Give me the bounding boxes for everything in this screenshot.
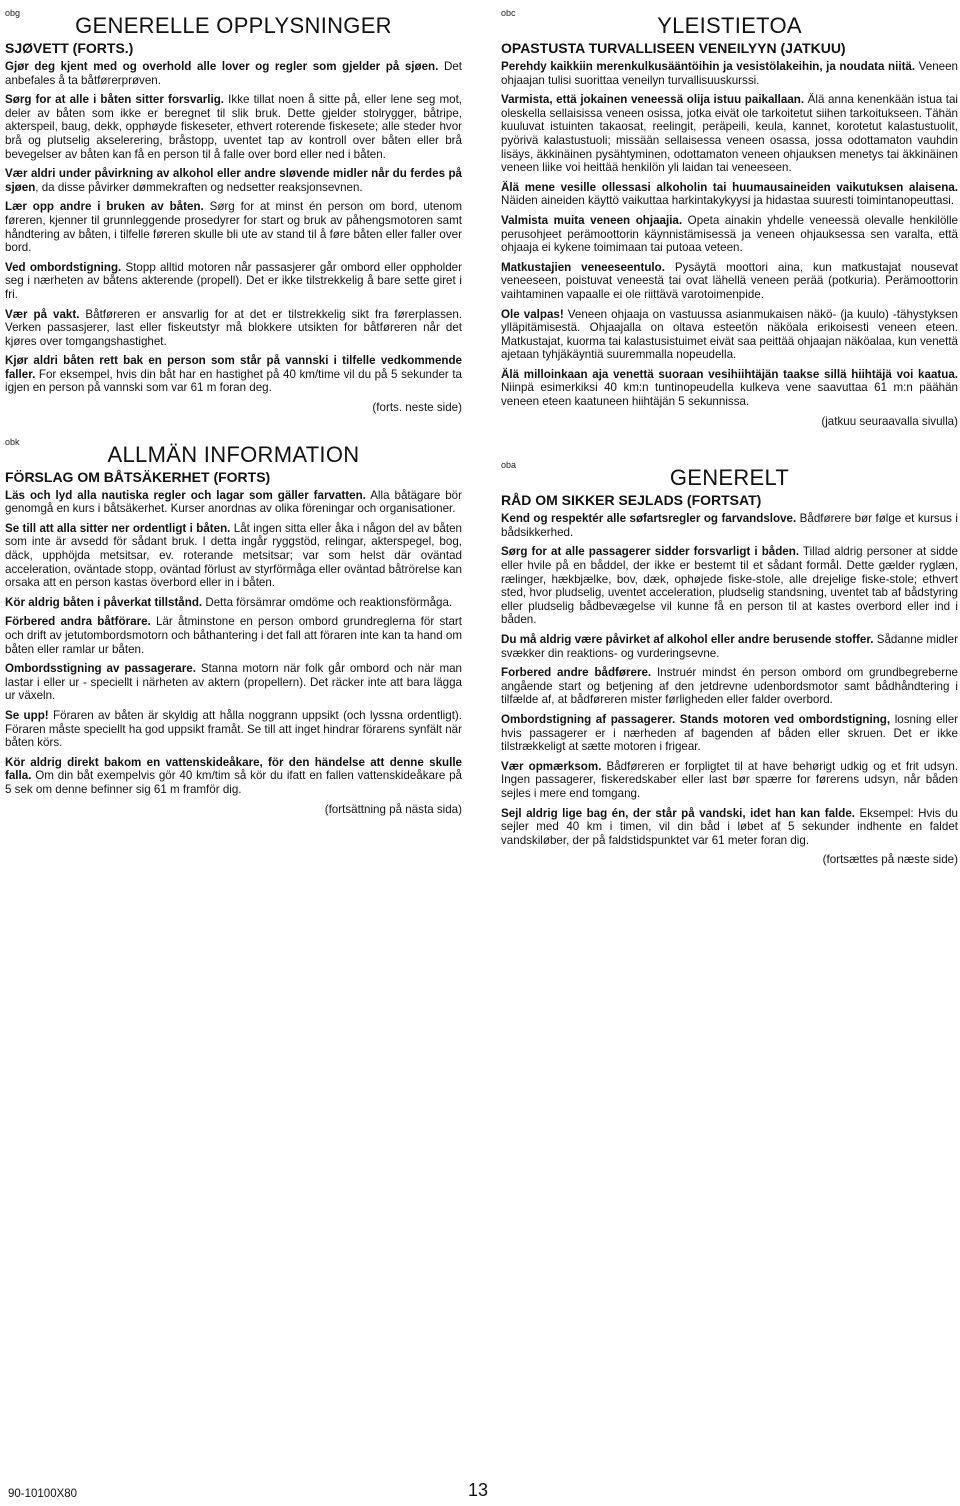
section-subtitle: FÖRSLAG OM BÅTSÄKERHET (FORTS) xyxy=(5,468,271,485)
paragraph: Valmista muita veneen ohjaajia. Opeta ainakin yhdelle veneessä olevalle henkilölle perusohjeet perämoottorin käynnistämisessä ja veneen ohjauksessa sen varalta, että ohjaaja ei kykene toimimaan tai putoaa veteen. xyxy=(501,213,958,255)
paragraph: Älä milloinkaan aja venettä suoraan vesihiihtäjän taakse sillä hiihtäjä voi kaatua. Niinpä esimerkiksi 40 km:n tuntinopeudella kulkeva vene saavuttaa 61 m:n päähän veneen eteen kaatuneen hiihtäjän 5 sekunnissa. xyxy=(501,367,958,409)
right-column xyxy=(501,8,958,867)
paragraph: Lær opp andre i bruken av båten. Sørg for at minst én person om bord, utenom føreren, kjenner til grunnleggende prosedyrer for start og bruk av påhengsmotoren samt håndtering av båten, i tilfelle føreren skulle bli ute av stand til å føre båten eller faller over bord. xyxy=(5,200,462,255)
swedish-section xyxy=(5,437,462,816)
paragraph: Vær på vakt. Båtføreren er ansvarlig for at det er tilstrekkelig sikt fra førerplassen. Verken passasjerer, last eller fiskeutstyr må blokkere utsikten for båtføreren når det kjøres over tomgangshastighet. xyxy=(5,307,463,348)
paragraph: Sørg for at alle passagerer sidder forsvarligt i båden. Tillad aldrig personer at sidde eller hvile på en båddel, der ikke er bestemt til et sådant formål. Dette gælder ryglæn, rælinger, hækbjælke, bov, dæk, ophøjede fiske-stole, alle drejelige fiske-stole; ethvert sted, hvor pludselig, uventet acceleration, pludselig standsning, uventet tab af bådstyring eller pludselig bådbevægelse vil kunne få en person til at kastes overbord eller ind i båden. xyxy=(501,545,958,627)
paragraph: Vær aldri under påvirkning av alkohol eller andre sløvende midler når du ferdes på sjøen, da disse påvirker dømmekraften og nedsetter reaksjonsevnen. xyxy=(5,167,462,194)
continued-note: (fortsættes på næste side) xyxy=(822,853,958,867)
paragraph: Älä mene vesille ollessasi alkoholin tai huumausaineiden vaikutuksen alaisena. Näiden aineiden käyttö vaikuttaa harkintakykyysi ja hidastaa suuresti toimintanopeuttasi. xyxy=(501,180,958,208)
paragraph: Ombordstigning af passagerer. Stands motoren ved ombordstigning, losning eller hvis passagerer er i nærheden af bagenden af båden eller skruen. Det er ikke tilstrækkeligt at sætte motoren i frigear. xyxy=(501,712,958,754)
continued-note: (jatkuu seuraavalla sivulla) xyxy=(821,414,958,428)
paragraph: Se till att alla sitter ner ordentligt i båten. Låt ingen sitta eller åka i någon del av båten som inte är avsedd för sådant bruk. I detta ingår ryggstöd, relingar, akterspegel, bog, däck, upphöjda metsitsar, ev. roterande metsitsar; var som helst där oväntad acceleration, oväntade stopp, oväntad förlust av styrförmåga eller oväntad båtrörelse kan orsaka att en person kastas överbord eller in i båten. xyxy=(5,521,462,590)
paragraph: Kend og respektér alle søfartsregler og farvandslove. Bådførere bør følge et kursus i bådsikkerhed. xyxy=(501,512,958,539)
section-subtitle: RÅD OM SIKKER SEJLADS (FORTSAT) xyxy=(501,492,762,509)
paragraph: Ved ombordstigning. Stopp alltid motoren når passasjerer går ombord eller oppholder seg i nærheten av båtens akterende (propell). Det er ikke tilstrekkelig å bare sette giret i fri. xyxy=(5,260,462,301)
language-code: obc xyxy=(501,8,516,18)
page-number: 13 xyxy=(468,1480,489,1500)
language-code: obg xyxy=(5,8,21,18)
paragraph: Kör aldrig direkt bakom en vattenskideåkare, för den händelse att denne skulle falla. Om din båt exempelvis gör 40 km/tim så kör du ifatt en fallen vattenskideåkare på 5 sek om denne befinner sig 61 m framför dig. xyxy=(5,755,462,796)
language-code: obk xyxy=(5,436,20,447)
paragraph: Kjør aldri båten rett bak en person som står på vannski i tilfelle vedkommende faller. For eksempel, hvis din båt har en hastighet på 40 km/time vil du på 5 sekunder ta igjen en person på vannski som var 61 m foran deg. xyxy=(5,354,462,395)
paragraph: Forbered andre bådførere. Instruér mindst én person ombord om grundbegreberne angående start og betjening af den jetdrevne udenbordsmotor samt bådhåndtering i tilfælde af, at bådføreren mister førligheden eller falder overbord. xyxy=(501,666,958,707)
norwegian-section xyxy=(5,8,462,415)
paragraph: Sørg for at alle i båten sitter forsvarlig. Ikke tillat noen å sitte på, eller lene seg mot, deler av båten som ikke er beregnet til slik bruk. Dette gjelder stolrygger, båtripe, akterspeil, baug, dekk, opphøyde fiskeseter, ethvert roterende fiskesete; alle steder hvor brå og plutselig akselerering, bråstopp, uventet tap av kontroll over båten eller brå bevegelser av båten kan få en person til å falle over bord eller ned i båten. xyxy=(5,93,463,161)
paragraph: Varmista, että jokainen veneessä olija istuu paikallaan. Älä anna kenenkään istua tai oleskella sellaisissa veneen osissa, jotka eivät ole tarkoitetut siihen tarkoitukseen. Tähän kuuluvat istuinten takaosat, reelingit, peräpeili, keula, kannet, korotetut kalastustuolit, pyörivä kalastustuoli; missään sellaisessa veneen osassa, jossa odottamaton vauhdin lisäys, äkkinäinen pysähtyminen, odottamaton veneen ohjauksen menetys tai äkkinäinen veneen liike voi heittää henkilön yli laidan tai veneeseen. xyxy=(501,93,958,175)
paragraph: Förbered andra båtförare. Lär åtminstone en person ombord grundreglerna för start och drift av jetutombordsmotorn och båthantering i det fall att föraren inte kan ta hand om båten eller ramlar ur båten. xyxy=(5,615,462,656)
left-column xyxy=(5,8,462,816)
paragraph: Gjør deg kjent med og overhold alle lover og regler som gjelder på sjøen. Det anbefales å ta båtførerprøven. xyxy=(5,60,462,87)
paragraph: Perehdy kaikkiin merenkulkusääntöihin ja vesistölakeihin, ja noudata niitä. Veneen ohjaajan tulisi suorittaa veneilyn turvallisuuskurssi. xyxy=(501,60,958,87)
paragraph: Läs och lyd alla nautiska regler och lagar som gäller farvatten. Alla båtägare bör genomgå en kurs i båtsäkerhet. Kurser anordnas av olika föreningar och organisationer. xyxy=(5,488,462,516)
section-title: YLEISTIETOA xyxy=(657,13,802,38)
paragraph: Vær opmærksom. Bådføreren er forpligtet til at have behørigt udkig og et frit udsyn. Ingen passagerer, fiskeredskaber eller last bør spærre for førerens udsyn, når båden sejles i mere end tomgang. xyxy=(501,759,958,800)
section-subtitle: SJØVETT (FORTS.) xyxy=(5,40,134,56)
section-title: ALLMÄN INFORMATION xyxy=(107,441,360,467)
paragraph: Sejl aldrig lige bag én, der står på vandski, idet han kan falde. Eksempel: Hvis du sejler med 40 km i timen, vil din båd i løbet af 5 sekunder indhente en faldet vandskiløber, der på faldstidspunktet var 61 meter foran dig. xyxy=(501,806,958,847)
section-subtitle: OPASTUSTA TURVALLISEEN VENEILYYN (JATKUU) xyxy=(501,40,846,56)
document-code: 90-10100X80 xyxy=(8,1488,78,1500)
language-code: oba xyxy=(501,460,517,471)
paragraph: Se upp! Föraren av båten är skyldig att hålla noggrann uppsikt (och lyssna ordentligt). Föraren måste speciellt ha god uppsikt framåt. Se till att inget hindrar förarens synfält när båten körs. xyxy=(5,708,463,750)
finnish-section xyxy=(501,8,958,428)
danish-section xyxy=(501,460,958,867)
continued-note: (fortsättning på nästa sida) xyxy=(324,802,462,816)
continued-note: (forts. neste side) xyxy=(372,401,462,415)
section-title: GENERELLE OPPLYSNINGER xyxy=(75,13,392,38)
paragraph: Ole valpas! Veneen ohjaaja on vastuussa asianmukaisen näkö- (ja kuulo) -tähystyksen ylläpitämisestä. Ohjaajalla on oltava esteetön näköala erikoisesti veneen eteen. Matkustajat, kuorma tai kalastusistuimet eivät saa peittää ohjaajan näköalaa, kun venettä ajetaan tyhjäkäyntiä suuremmalla nopeudella. xyxy=(501,307,958,362)
section-title: GENERELT xyxy=(669,465,790,491)
paragraph: Kör aldrig båten i påverkat tillstånd. Detta försämrar omdöme och reaktionsförmåga. xyxy=(5,595,453,609)
paragraph: Matkustajien veneeseentulo. Pysäytä moottori aina, kun matkustajat nousevat veneeseen, poistuvat veneestä tai ovat lähellä veneen perää (potkuria). Perämoottorin vaihtaminen vapaalle ei ole riittävä varotoimenpide. xyxy=(501,260,958,301)
paragraph: Du må aldrig være påvirket af alkohol eller andre berusende stoffer. Sådanne midler svækker din reaktions- og vurderingsevne. xyxy=(501,633,958,660)
paragraph: Ombordsstigning av passagerare. Stanna motorn när folk går ombord och när man lastar i eller ur - speciellt i närheten av aktern (propellern). Det räcker inte att bara lägga ur växeln. xyxy=(5,662,463,703)
